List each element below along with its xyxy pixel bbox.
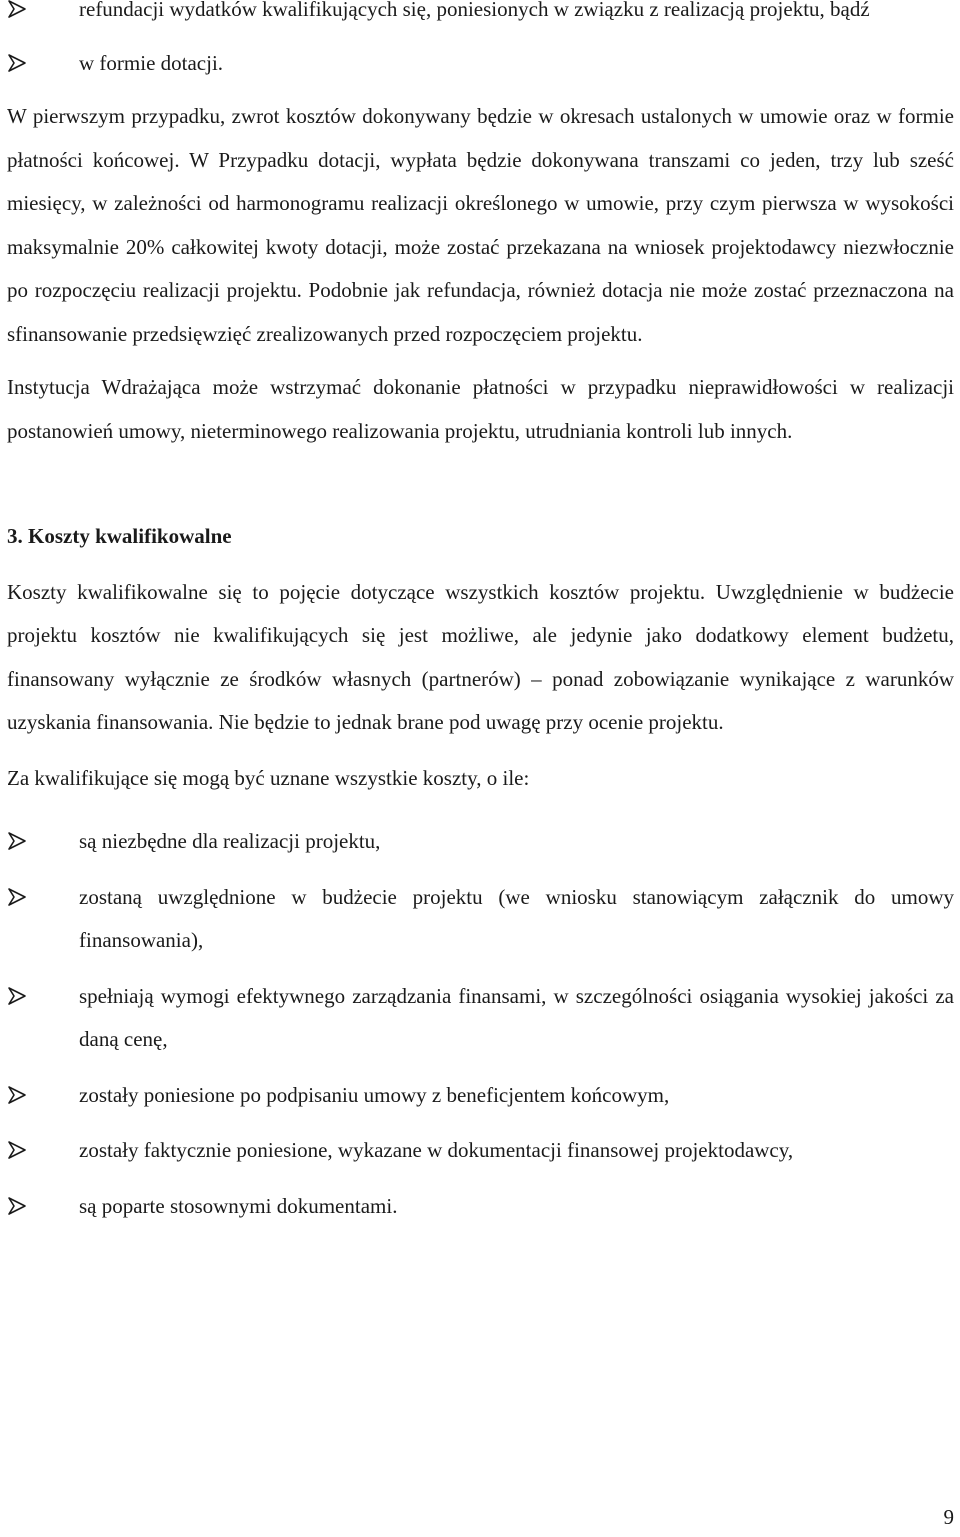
arrowhead-bullet-icon	[7, 831, 27, 851]
list-item	[7, 1074, 954, 1118]
eligible-costs-paragraph: Koszty kwalifikowalne się to pojęcie dotyczące wszystkich kosztów projektu. Uwzględnienie w budżecie projektu kosztów nie kwalifikujących się jest możliwe, ale jedynie jako dodatkowy element budżetu, finansowany wyłącznie ze środków własnych (partnerów) – ponad zobowiązanie wynikające z warunków uzyskania finansowania. Nie będzie to jednak brane pod uwagę przy ocenie projektu.	[7, 579, 954, 734]
page-number: 9	[943, 1505, 954, 1529]
list-item-text: są niezbędne dla realizacji projektu,	[79, 829, 381, 853]
arrowhead-bullet-icon	[7, 53, 27, 73]
arrowhead-bullet-icon	[7, 1196, 27, 1216]
list-item	[7, 876, 954, 963]
arrowhead-bullet-icon	[7, 1140, 27, 1160]
conditions-list	[7, 820, 954, 1228]
funding-forms-list	[7, 0, 954, 85]
list-item-text: refundacji wydatków kwalifikujących się, poniesionych w związku z realizacją projektu, bądź	[79, 0, 870, 21]
list-item	[7, 975, 954, 1062]
list-item	[7, 820, 954, 864]
arrowhead-bullet-icon	[7, 1085, 27, 1105]
arrowhead-bullet-icon	[7, 986, 27, 1006]
section-heading: 3. Koszty kwalifikowalne	[7, 524, 232, 548]
list-item-text: zostały poniesione po podpisaniu umowy z beneficjentem końcowym,	[79, 1082, 670, 1107]
list-item	[7, 0, 954, 32]
list-item-text: w formie dotacji.	[79, 50, 224, 75]
list-item	[7, 1129, 954, 1173]
list-item-text: zostały faktycznie poniesione, wykazane w dokumentacji finansowej projektodawcy,	[79, 1138, 794, 1162]
list-item-text: są poparte stosownymi dokumentami.	[79, 1193, 398, 1218]
list-item	[7, 42, 954, 86]
arrowhead-bullet-icon	[7, 0, 27, 19]
payment-paragraph: W pierwszym przypadku, zwrot kosztów dokonywany będzie w okresach ustalonych w umowie oraz w formie płatności końcowej. W Przypadku dotacji, wypłata będzie dokonywana transzami co jeden, trzy lub sześć miesięcy, w zależności od harmonogramu realizacji określonego w umowie, przy czym pierwsza w wysokości maksymalnie 20% całkowitej kwoty dotacji, może zostać przekazana na wniosek projektodawcy niezwłocznie po rozpoczęciu realizacji projektu. Podobnie jak refundacja, również dotacja nie może zostać przeznaczona na sfinansowanie przedsięwzięć zrealizowanych przed rozpoczęciem projektu.	[7, 104, 954, 346]
page-content	[7, 0, 954, 1228]
arrowhead-bullet-icon	[7, 887, 27, 907]
list-item	[7, 1185, 954, 1229]
list-item-text: zostaną uwzględnione w budżecie projektu (we wniosku stanowiącym załącznik do umowy finansowania),	[79, 884, 954, 952]
withholding-paragraph: Instytucja Wdrażająca może wstrzymać dokonanie płatności w przypadku nieprawidłowości w realizacji postanowień umowy, nieterminowego realizowania projektu, utrudniania kontroli lub innych.	[7, 375, 954, 443]
conditions-intro: Za kwalifikujące się mogą być uznane wszystkie koszty, o ile:	[7, 765, 530, 790]
list-item-text: spełniają wymogi efektywnego zarządzania finansami, w szczególności osiągania wysokiej jakości za daną cenę,	[79, 983, 954, 1051]
